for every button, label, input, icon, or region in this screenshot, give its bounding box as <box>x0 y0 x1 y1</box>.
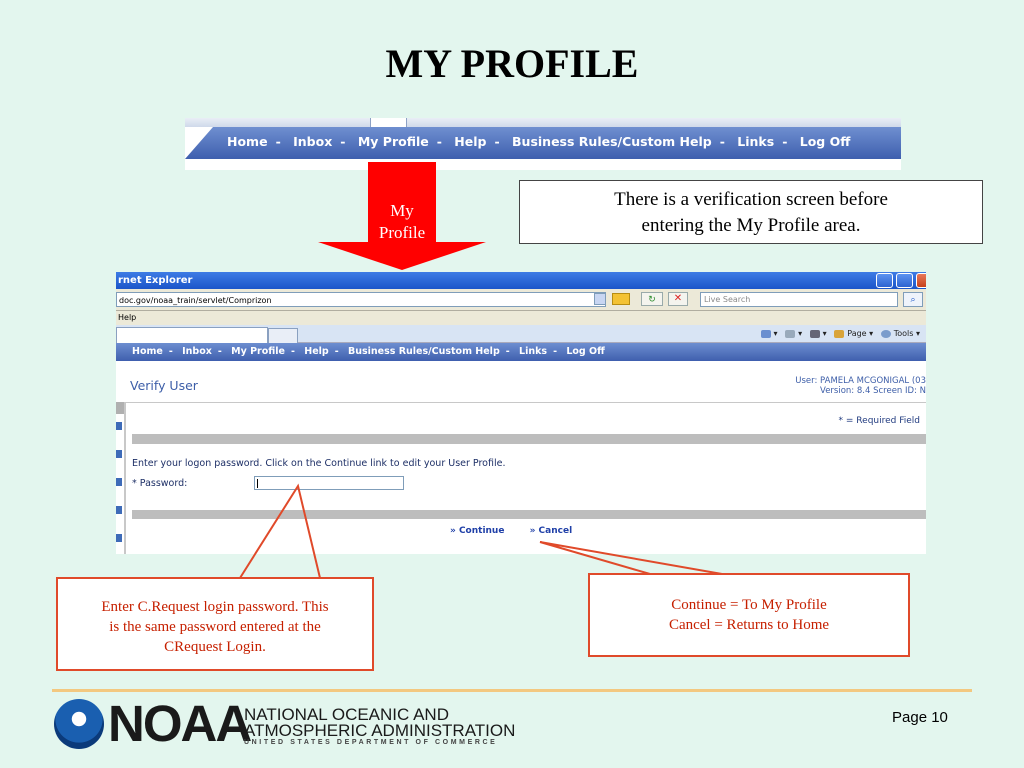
refresh-icon[interactable]: ↻ <box>641 292 663 306</box>
links-callout-pointer <box>540 542 722 574</box>
top-nav-help[interactable]: Help <box>454 134 487 149</box>
continue-link[interactable]: » Continue <box>450 526 505 536</box>
noaa-logo-text: NOAA <box>108 695 251 752</box>
top-nav-links: Home - Inbox - My Profile - Help - Business Rules/Custom Help - Links - Log Off <box>227 134 851 149</box>
tools-menu[interactable]: Tools <box>893 329 914 338</box>
command-bar: ▾ ▾ ▾ Page ▾ Tools ▾ <box>756 327 920 341</box>
password-callout-pointer <box>240 486 320 578</box>
required-field-note: * = Required Field <box>838 416 920 426</box>
verification-note: There is a verification screen before entering the My Profile area. <box>519 180 983 244</box>
app-nav-inbox[interactable]: Inbox <box>182 346 212 357</box>
slide-title: MY PROFILE <box>385 41 639 86</box>
top-nav-my-profile[interactable]: My Profile <box>357 134 429 149</box>
cancel-link[interactable]: » Cancel <box>529 526 573 536</box>
top-nav-home[interactable]: Home <box>227 134 268 149</box>
menu-help[interactable]: Help <box>118 313 137 322</box>
org-name-line2: ATMOSPHERIC ADMINISTRATION <box>244 721 516 740</box>
arrow-label: My Profile <box>378 201 426 242</box>
app-nav-log-off[interactable]: Log Off <box>566 346 605 357</box>
app-nav-bar: Home - Inbox - My Profile - Help - Business Rules/Custom Help - Links - Log Off <box>116 343 926 361</box>
search-icon[interactable]: ⌕ <box>903 292 923 307</box>
live-search-input[interactable]: Live Search <box>700 292 898 307</box>
org-name-line3: UNITED STATES DEPARTMENT OF COMMERCE <box>244 739 498 746</box>
noaa-emblem <box>54 699 104 749</box>
password-callout: Enter C.Request login password. This is the same password entered at the CRequest Login. <box>56 577 374 671</box>
password-label: * Password: <box>132 478 188 489</box>
app-nav-business-rules[interactable]: Business Rules/Custom Help <box>347 346 500 357</box>
page-number: Page 10 <box>892 709 948 726</box>
footer-divider <box>52 689 972 692</box>
top-nav-links[interactable]: Links <box>737 134 775 149</box>
links-callout: Continue = To My Profile Cancel = Returns to Home <box>588 573 910 657</box>
top-nav-business-rules[interactable]: Business Rules/Custom Help <box>512 134 712 149</box>
app-nav-links[interactable]: Links <box>519 346 548 357</box>
top-nav-inbox[interactable]: Inbox <box>293 134 333 149</box>
page-title: Verify User <box>130 378 198 393</box>
page-menu[interactable]: Page <box>847 329 867 338</box>
user-info: User: PAMELA MCGONIGAL (03 Version: 8.4 Screen ID: N <box>795 376 926 396</box>
url-field[interactable]: doc.gov/noaa_train/servlet/Comprizon <box>116 292 606 307</box>
org-name-line1: NATIONAL OCEANIC AND <box>244 705 449 724</box>
app-nav-home[interactable]: Home <box>132 346 163 357</box>
instruction-text: Enter your logon password. Click on the Continue link to edit your User Profile. <box>132 458 506 469</box>
browser-title-bar: rnet Explorer <box>116 272 926 289</box>
top-nav-log-off[interactable]: Log Off <box>799 134 851 149</box>
app-nav-help[interactable]: Help <box>304 346 329 357</box>
stop-icon[interactable]: ✕ <box>668 292 688 306</box>
app-nav-my-profile[interactable]: My Profile <box>231 346 285 357</box>
